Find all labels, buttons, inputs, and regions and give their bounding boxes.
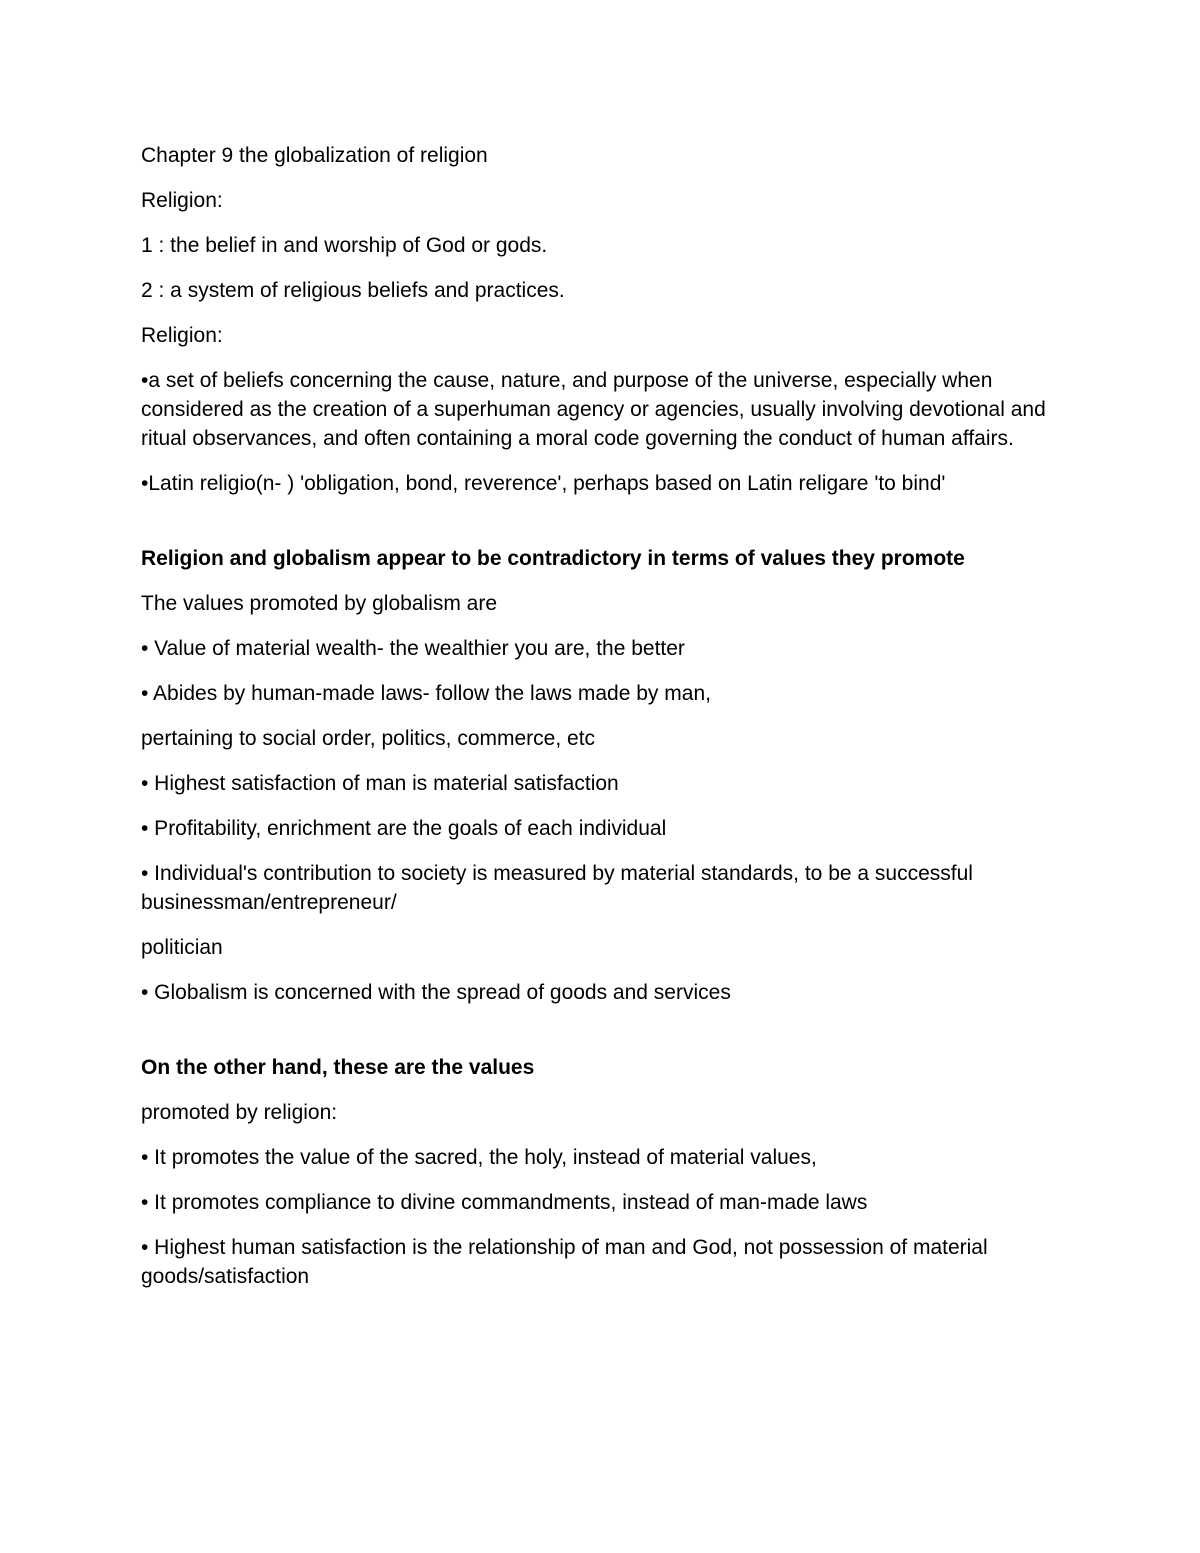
definition-bullet-2: •Latin religio(n- ) 'obligation, bond, reverence', perhaps based on Latin religare 'to bind' <box>141 472 946 495</box>
list-item: • It promotes the value of the sacred, the holy, instead of material values, <box>141 1146 817 1169</box>
definition-bullet-1: •a set of beliefs concerning the cause, nature, and purpose of the universe, especially when considered as the creation of a superhuman agency or agencies, usually involving devotional and ritual observances, and often containing a moral code governing the conduct of human affairs. <box>141 369 1046 450</box>
list-item: • Highest satisfaction of man is material satisfaction <box>141 772 619 795</box>
list-item: • Individual's contribution to society is measured by material standards, to be a successful businessman/entrepreneur/ <box>141 862 973 914</box>
list-item: • Profitability, enrichment are the goals of each individual <box>141 817 667 840</box>
list-item: • Globalism is concerned with the spread of goods and services <box>141 981 731 1004</box>
section-heading-religion: On the other hand, these are the values <box>141 1056 535 1079</box>
religion-intro: promoted by religion: <box>141 1101 338 1124</box>
definition-1: 1 : the belief in and worship of God or gods. <box>141 234 548 257</box>
definition-2: 2 : a system of religious beliefs and practices. <box>141 279 565 302</box>
religion-label-2: Religion: <box>141 324 223 347</box>
section-gap <box>141 1023 1071 1053</box>
list-item: • It promotes compliance to divine commandments, instead of man-made laws <box>141 1191 868 1214</box>
list-item: • Value of material wealth- the wealthier you are, the better <box>141 637 685 660</box>
religion-label: Religion: <box>141 189 223 212</box>
list-item: politician <box>141 936 223 959</box>
section-heading-globalism: Religion and globalism appear to be contradictory in terms of values they promote <box>141 547 965 570</box>
document-title: Chapter 9 the globalization of religion <box>141 144 488 167</box>
section-gap <box>141 514 1071 544</box>
list-item: pertaining to social order, politics, commerce, etc <box>141 727 596 750</box>
document-body <box>141 141 1071 1307</box>
list-item: • Highest human satisfaction is the relationship of man and God, not possession of material goods/satisfaction <box>141 1236 988 1288</box>
list-item: • Abides by human-made laws- follow the laws made by man, <box>141 682 711 705</box>
globalism-intro: The values promoted by globalism are <box>141 592 498 615</box>
